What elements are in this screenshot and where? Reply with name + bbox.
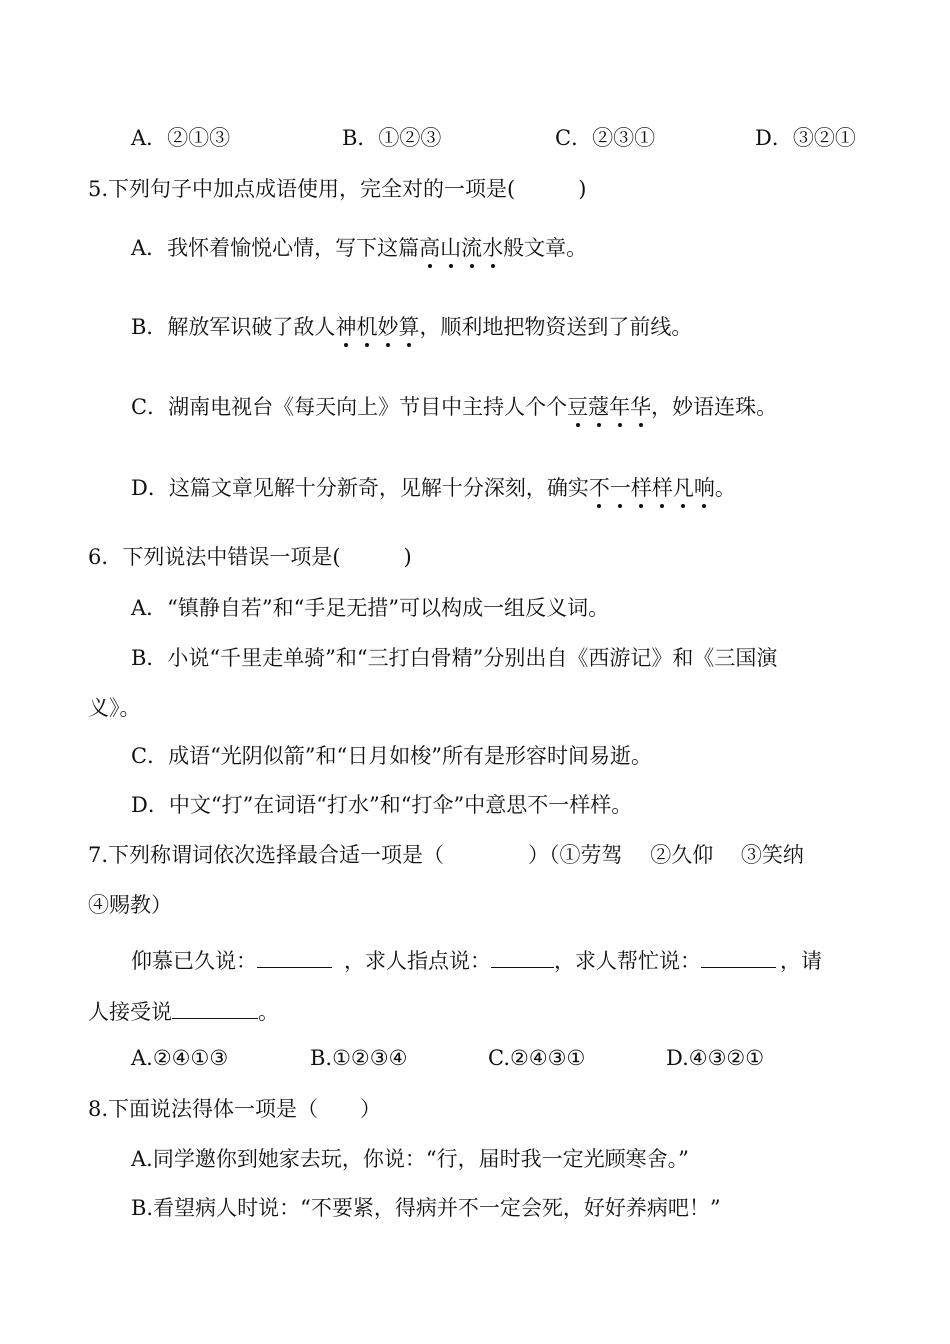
q5-d-idiom-char: 凡 [672, 476, 694, 500]
q7-fill-text: ，请 [780, 949, 822, 973]
q6-stem: 6．下列说法中错误一项是( ) [88, 545, 412, 569]
q7-fill-line2 [88, 996, 279, 1026]
q4-option-c: C．②③① [555, 126, 656, 150]
q5-a-idiom-char: 流 [461, 236, 483, 260]
q5-d-idiom-char: 响 [693, 476, 715, 500]
q7-fill-text: 仰慕已久说： [131, 949, 257, 973]
q7-fill-text: ，求人指点说： [344, 949, 491, 973]
q5-a-post: 般文章。 [503, 236, 588, 260]
q5-b-idiom-char: 算 [398, 315, 420, 339]
q5-c-idiom-char: 豆 [567, 395, 589, 419]
q4-option-b: B．①②③ [342, 126, 442, 150]
q7-stem-line2: ④赐教） [88, 893, 172, 917]
q5-d-idiom-char: 样 [630, 476, 652, 500]
q7-option-c: C.②④③① [488, 1046, 586, 1070]
q5-a-idiom-char: 山 [440, 236, 462, 260]
q5-b-idiom-char: 神 [335, 315, 357, 339]
q5-c-idiom-char: 年 [609, 395, 631, 419]
q5-b-post: ，顺利地把物资送到了前线。 [419, 315, 693, 339]
q6-option-d: D．中文“打”在词语“打水”和“打伞”中意思不一样样。 [131, 793, 633, 817]
q7-blank-1[interactable] [257, 945, 332, 968]
q5-b-idiom-char: 妙 [377, 315, 399, 339]
q7-blank-2[interactable] [491, 945, 554, 968]
q5-option-a [131, 234, 587, 262]
q5-d-idiom-char: 不 [588, 476, 610, 500]
q5-a-idiom-char: 水 [482, 236, 504, 260]
q4-option-a: A．②①③ [131, 126, 231, 150]
q5-c-idiom-char: 蔻 [588, 395, 610, 419]
q4-option-d: D．③②① [755, 126, 856, 150]
q7-option-b: B.①②③④ [310, 1046, 408, 1070]
q5-c-pre: C．湖南电视台《每天向上》节目中主持人个个 [131, 395, 568, 419]
q6-option-c: C．成语“光阴似箭”和“日月如梭”所有是形容时间易逝。 [131, 744, 653, 768]
q7-fill-text: ，求人帮忙说： [554, 949, 701, 973]
q7-blank-3[interactable] [701, 945, 776, 968]
q5-option-c [131, 393, 777, 421]
q7-option-d: D.④③②① [666, 1046, 765, 1070]
q5-d-pre: D．这篇文章见解十分新奇，见解十分深刻，确实 [131, 476, 589, 500]
q5-stem: 5.下列句子中加点成语使用，完全对的一项是( ) [88, 177, 587, 201]
q5-a-idiom-char: 高 [419, 236, 441, 260]
q5-d-post: 。 [714, 476, 736, 500]
q5-d-idiom-char: 一 [609, 476, 631, 500]
q7-fill-line1 [131, 945, 822, 975]
q7-blank-4[interactable] [172, 996, 258, 1019]
q7-stem-line1: 7.下列称谓词依次选择最合适一项是（ ）（①劳驾 ②久仰 ③笑纳 [88, 843, 804, 867]
q5-c-idiom-char: 华 [630, 395, 652, 419]
q5-b-pre: B．解放军识破了敌人 [131, 315, 336, 339]
q8-option-a: A.同学邀你到她家去玩，你说：“行，届时我一定光顾寒舍。” [131, 1147, 689, 1171]
q7-fill-text: 。 [258, 1000, 279, 1024]
q8-option-b: B.看望病人时说：“不要紧，得病并不一定会死，好好养病吧！” [131, 1196, 721, 1220]
q5-a-pre: A．我怀着愉悦心情，写下这篇 [131, 236, 420, 260]
q7-fill-text: 人接受说 [88, 1000, 172, 1024]
q5-c-post: ，妙语连珠。 [651, 395, 778, 419]
q5-option-d [131, 474, 736, 502]
q6-option-b-line2: 义》。 [88, 696, 141, 720]
q5-b-idiom-char: 机 [356, 315, 378, 339]
q6-option-b-line1: B．小说“千里走单骑”和“三打白骨精”分别出自《西游记》和《三国演 [131, 646, 778, 670]
q5-d-idiom-char: 样 [651, 476, 673, 500]
q7-option-a: A.②④①③ [131, 1046, 229, 1070]
q8-stem: 8.下面说法得体一项是（ ） [88, 1097, 382, 1121]
q5-option-b [131, 313, 692, 341]
q6-option-a: A．“镇静自若”和“手足无措”可以构成一组反义词。 [131, 596, 610, 620]
